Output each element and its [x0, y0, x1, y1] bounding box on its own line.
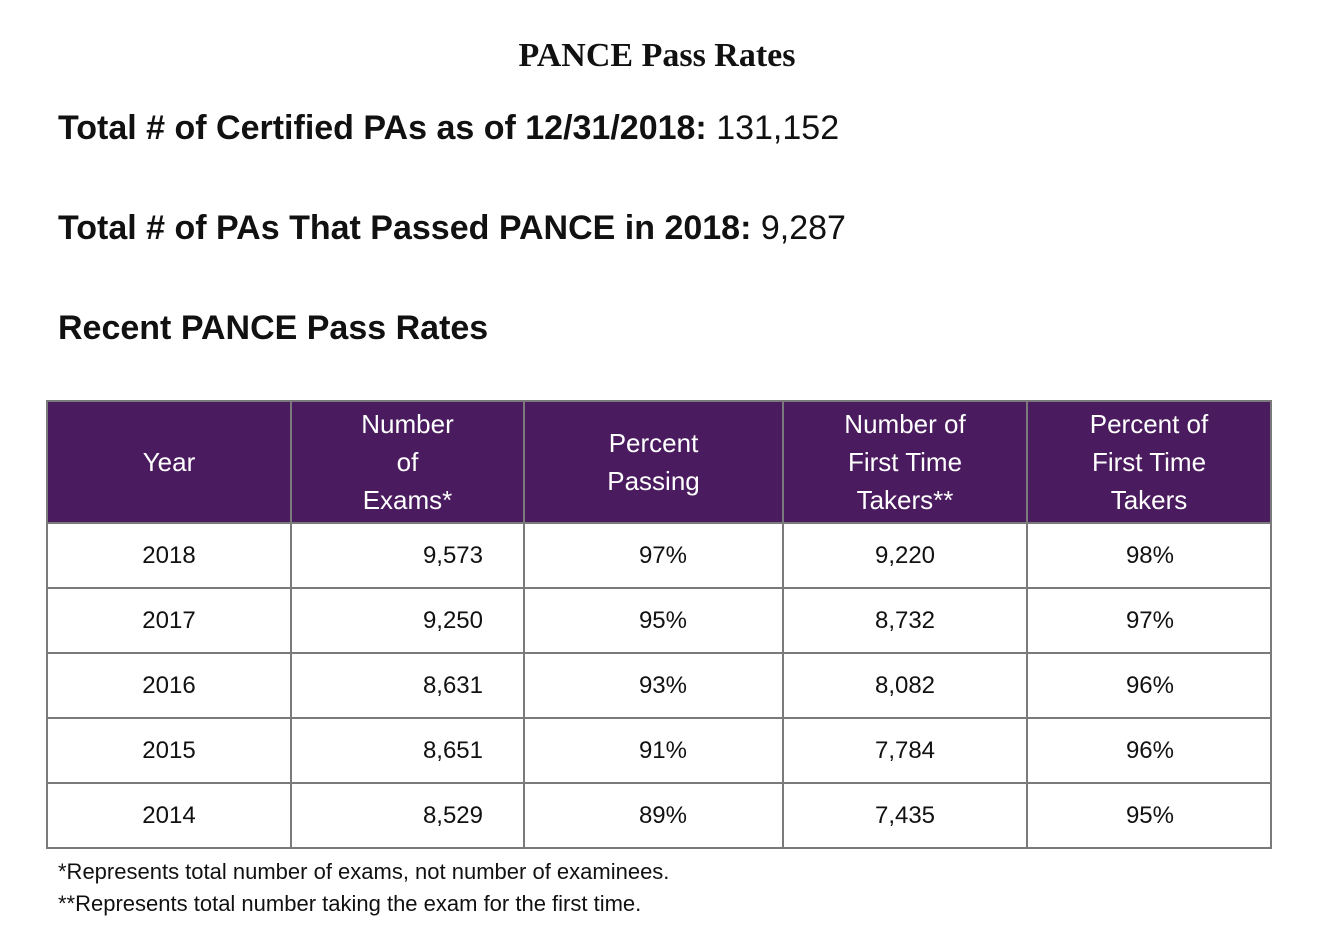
- cell-year: 2015: [47, 718, 291, 783]
- header-line: First Time: [1091, 447, 1207, 477]
- certified-pas-label: Total # of Certified PAs as of 12/31/2018:: [58, 109, 707, 147]
- cell-exams: 8,631: [291, 653, 524, 718]
- header-line: Passing: [607, 466, 700, 496]
- table-row: [47, 718, 1271, 783]
- cell-exams: 8,529: [291, 783, 524, 848]
- cell-percent-passing: 95%: [524, 588, 783, 653]
- certified-pas-stat: [58, 106, 839, 150]
- cell-year: 2018: [47, 523, 291, 588]
- passed-pance-label: Total # of PAs That Passed PANCE in 2018:: [58, 209, 752, 247]
- header-line: Percent of: [1089, 409, 1209, 439]
- cell-percent-first-time: 96%: [1027, 718, 1271, 783]
- header-year: [47, 401, 291, 523]
- cell-year: 2014: [47, 783, 291, 848]
- header-percent-passing: [524, 401, 783, 523]
- cell-percent-first-time: 97%: [1027, 588, 1271, 653]
- footnote-exams: *Represents total number of exams, not number of examinees.: [58, 859, 670, 884]
- table-row: [47, 523, 1271, 588]
- cell-first-time-takers: 7,435: [783, 783, 1027, 848]
- page-title: PANCE Pass Rates: [518, 37, 796, 74]
- header-line: Takers**: [856, 485, 954, 515]
- header-line: Year: [142, 447, 196, 477]
- passed-pance-value: 9,287: [760, 209, 846, 247]
- cell-percent-first-time: 96%: [1027, 653, 1271, 718]
- cell-year: 2016: [47, 653, 291, 718]
- passed-pance-stat: [58, 206, 846, 250]
- cell-percent-first-time: 98%: [1027, 523, 1271, 588]
- cell-percent-first-time: 95%: [1027, 783, 1271, 848]
- pass-rates-table: [46, 400, 1272, 849]
- table-row: [47, 588, 1271, 653]
- cell-year: 2017: [47, 588, 291, 653]
- cell-percent-passing: 97%: [524, 523, 783, 588]
- header-line: First Time: [847, 447, 963, 477]
- header-line: Exams*: [362, 485, 453, 515]
- table-header-row: [47, 401, 1271, 523]
- header-number-of-exams: [291, 401, 524, 523]
- cell-exams: 9,250: [291, 588, 524, 653]
- header-line: Number: [361, 409, 454, 439]
- cell-exams: 8,651: [291, 718, 524, 783]
- header-line: Percent: [608, 428, 699, 458]
- cell-first-time-takers: 8,082: [783, 653, 1027, 718]
- cell-first-time-takers: 8,732: [783, 588, 1027, 653]
- cell-percent-passing: 93%: [524, 653, 783, 718]
- header-line: Takers: [1110, 485, 1188, 515]
- cell-exams: 9,573: [291, 523, 524, 588]
- cell-percent-passing: 91%: [524, 718, 783, 783]
- footnote-first-time: **Represents total number taking the exam for the first time.: [58, 891, 642, 916]
- table-row: [47, 653, 1271, 718]
- header-percent-first-time-takers: [1027, 401, 1271, 523]
- header-line: Number of: [844, 409, 966, 439]
- footnotes: [58, 856, 669, 920]
- section-heading: Recent PANCE Pass Rates: [58, 309, 489, 347]
- cell-first-time-takers: 9,220: [783, 523, 1027, 588]
- header-first-time-takers: [783, 401, 1027, 523]
- cell-first-time-takers: 7,784: [783, 718, 1027, 783]
- header-line: of: [396, 447, 419, 477]
- certified-pas-value: 131,152: [716, 109, 840, 147]
- cell-percent-passing: 89%: [524, 783, 783, 848]
- table-row: [47, 783, 1271, 848]
